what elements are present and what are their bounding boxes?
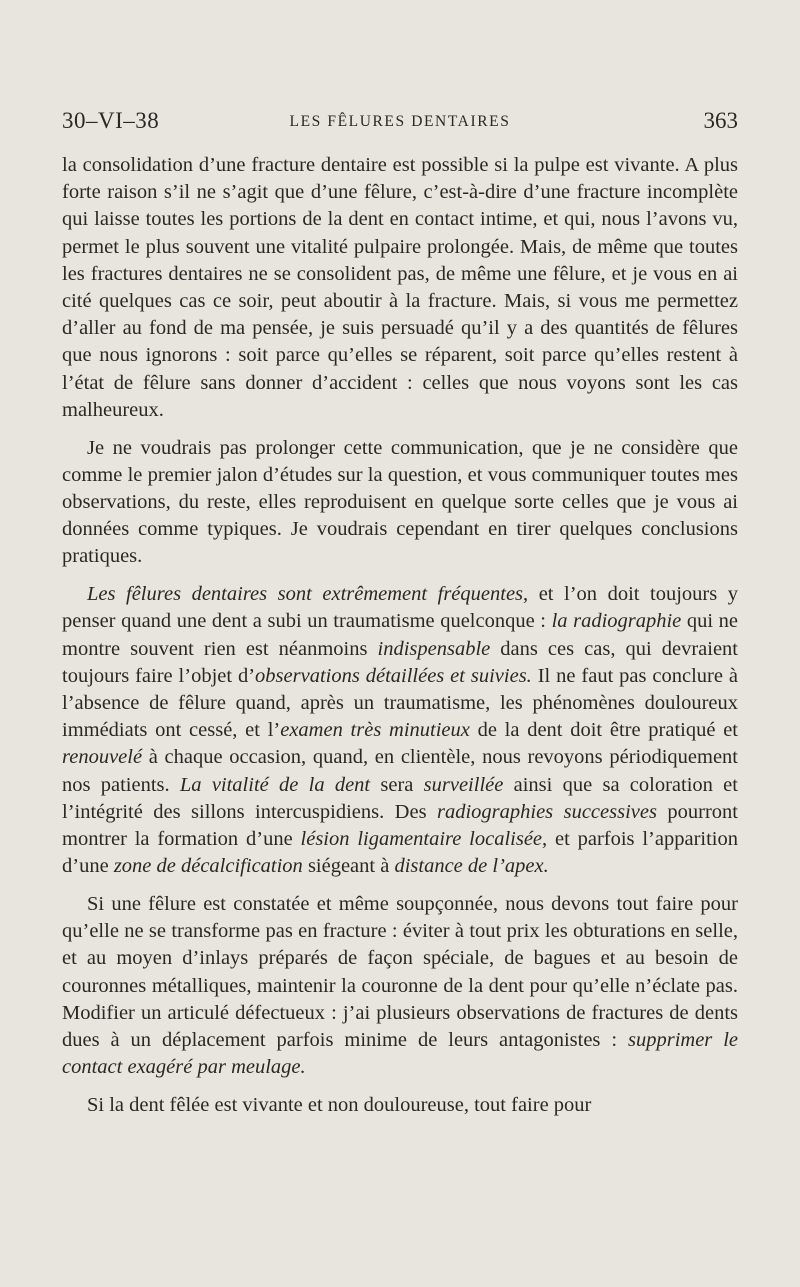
italic-text: distance de l’apex. — [394, 855, 549, 878]
page-number: 363 — [703, 108, 738, 133]
text-run: dans ces cas, qui devraient toujours faire l’objet d’ — [62, 637, 738, 687]
italic-text: La vitalité de la dent — [179, 773, 371, 796]
italic-text: la radiographie — [551, 610, 682, 633]
paragraph-2 — [62, 435, 738, 571]
header-date: 30–VI–38 — [62, 108, 160, 133]
text-run: ainsi que sa coloration et l’intégrité des sillons intercuspidiens. Des — [62, 773, 738, 823]
text-run: siégeant à — [302, 855, 395, 878]
paragraph-3 — [62, 581, 738, 880]
paragraph-5 — [62, 1092, 738, 1119]
text-run: Si la dent fêlée est vivante et non douloureuse, tout faire pour — [87, 1094, 592, 1117]
text-run: à chaque occasion, quand, en clientèle, nous revoyons périodiquement nos patients. — [62, 746, 738, 796]
italic-text: indispensable — [377, 637, 491, 660]
italic-text: renouvelé — [62, 746, 143, 769]
text-run: Il ne faut pas conclure à l’absence de fêlure quand, après un traumatisme, les phénomènes douloureux immédiats ont cessé, et l’ — [62, 664, 738, 742]
italic-text: zone de décalcification — [113, 855, 303, 878]
text-run: , et l’on doit toujours y penser quand une dent a subi un traumatisme quelconque : — [62, 583, 738, 633]
text-run: la consolidation d’une fracture dentaire est possible si la pulpe est vivante. A plus forte raison s’il ne s’agit que d’une fêlure, c’est-à-dire d’une fracture incomplète qui laisse toutes les portions de la dent en contact intime, et qui, nous l’avons vu, permet le plus souvent une vitalité pulpaire prolongée. Mais, de même que toutes les fractures dentaires ne se consolident pas, de même une fêlure, et je vous en ai cité quelques cas ce soir, peut aboutir à la fracture. Mais, si vous me permettez d’aller au fond de ma pensée, je suis persuadé qu’il y a des quantités de fêlures que nous ignorons : soit parce qu’elles se réparent, soit parce qu’elles restent à l’état de fêlure sans donner d’accident : celles que nous voyons sont les cas malheureux. — [62, 154, 738, 421]
italic-text: surveillée — [423, 773, 504, 796]
text-run: sera — [370, 773, 424, 796]
paragraph-1 — [62, 152, 738, 424]
italic-text: lésion ligamentaire localisée, — [300, 828, 548, 851]
page-body — [62, 152, 738, 1130]
text-run: Je ne voudrais pas prolonger cette communication, que je ne considère que comme le premier jalon d’études sur la question, et vous communiquer toutes mes observations, du reste, elles reproduisent en quelque sorte celles que je vous ai données comme typiques. Je voudrais cependant en tirer quelques conclusions pratiques. — [62, 436, 738, 568]
italic-text: examen très minutieux — [280, 719, 470, 742]
italic-text: observations détaillées et suivies. — [255, 664, 532, 687]
italic-text: supprimer le contact exagéré par meulage. — [62, 1029, 739, 1079]
text-run: qui ne montre souvent rien est néanmoins — [62, 610, 738, 660]
text-run: pourront montrer la formation d’une — [62, 800, 738, 851]
text-run: Si une fêlure est constatée et même soupçonnée, nous devons tout faire pour qu’elle ne se transforme pas en fracture : éviter à tout prix les obturations en selle, et au moyen d’inlays préparés de façon spéciale, de bagues et au besoin de couronnes métalliques, maintenir la couronne de la dent pour qu’elle n’éclate pas. Modifier un articulé défectueux : j’ai plusieurs observations de fractures de dents dues à un déplacement parfois minime de leurs antagonistes : — [62, 893, 738, 1052]
italic-text: Les fêlures dentaires sont extrêmement fréquentes — [87, 583, 524, 606]
paragraph-4 — [62, 891, 738, 1081]
running-header — [62, 108, 738, 144]
text-run: et parfois l’apparition d’une — [62, 828, 738, 878]
header-title: LES FÊLURES DENTAIRES — [289, 113, 511, 130]
italic-text: radiographies successives — [436, 800, 657, 823]
text-run: de la dent doit être pratiqué et — [469, 719, 738, 742]
